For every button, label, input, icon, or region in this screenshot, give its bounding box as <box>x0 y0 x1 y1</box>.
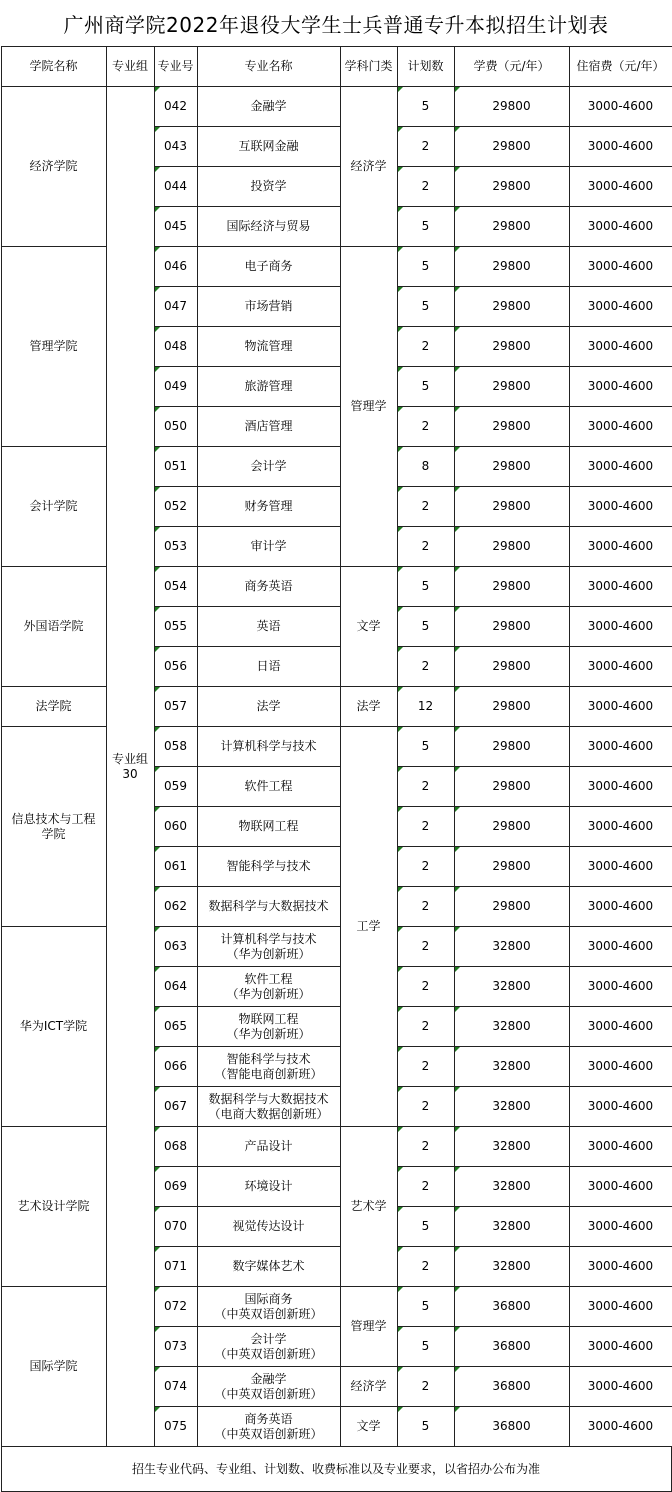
discipline: 文学 <box>340 1407 397 1447</box>
lodging-fee: 3000-4600 <box>569 327 672 367</box>
major-name-main: 物联网工程 <box>238 819 299 833</box>
tuition-fee: 36800 <box>454 1327 569 1367</box>
plan-count: 2 <box>397 1367 454 1407</box>
lodging-fee: 3000-4600 <box>569 1127 672 1167</box>
major-name <box>197 447 340 487</box>
tuition-fee: 32800 <box>454 1127 569 1167</box>
plan-count: 5 <box>397 287 454 327</box>
header-row <box>1 47 672 87</box>
major-name-main: 软件工程 <box>244 971 293 986</box>
major-name <box>197 287 340 327</box>
table-row <box>1 87 672 127</box>
tuition-fee: 29800 <box>454 767 569 807</box>
major-name-main: 互联网金融 <box>238 139 299 153</box>
major-name-class: （中英双语创新班） <box>214 1386 323 1401</box>
major-name <box>197 1367 340 1407</box>
plan-count: 2 <box>397 767 454 807</box>
major-code: 050 <box>154 407 197 447</box>
header-plan: 计划数 <box>397 47 454 87</box>
lodging-fee: 3000-4600 <box>569 887 672 927</box>
major-code: 043 <box>154 127 197 167</box>
lodging-fee: 3000-4600 <box>569 1007 672 1047</box>
major-name <box>197 807 340 847</box>
major-name <box>197 1007 340 1047</box>
lodging-fee: 3000-4600 <box>569 1047 672 1087</box>
major-name <box>197 487 340 527</box>
college-name: 信息技术与工程学院 <box>1 727 106 927</box>
tuition-fee: 36800 <box>454 1367 569 1407</box>
plan-count: 2 <box>397 807 454 847</box>
major-code: 046 <box>154 247 197 287</box>
major-name-main: 环境设计 <box>244 1179 293 1193</box>
major-name <box>197 367 340 407</box>
major-name <box>197 607 340 647</box>
major-name <box>197 1127 340 1167</box>
major-name-main: 投资学 <box>250 179 287 193</box>
major-code: 074 <box>154 1367 197 1407</box>
major-name <box>197 1047 340 1087</box>
tuition-fee: 32800 <box>454 1207 569 1247</box>
major-name-main: 财务管理 <box>244 499 293 513</box>
footer-note: 招生专业代码、专业组、计划数、收费标准以及专业要求，以省招办公布为准 <box>1 1447 672 1492</box>
plan-count: 5 <box>397 1207 454 1247</box>
major-name <box>197 1207 340 1247</box>
plan-count: 12 <box>397 687 454 727</box>
tuition-fee: 29800 <box>454 887 569 927</box>
tuition-fee: 29800 <box>454 647 569 687</box>
major-name-main: 国际经济与贸易 <box>226 219 311 233</box>
major-code: 044 <box>154 167 197 207</box>
tuition-fee: 29800 <box>454 207 569 247</box>
lodging-fee: 3000-4600 <box>569 127 672 167</box>
tuition-fee: 32800 <box>454 967 569 1007</box>
major-group-number: 30 <box>122 766 138 781</box>
major-name-main: 商务英语 <box>244 579 293 593</box>
plan-count: 5 <box>397 87 454 127</box>
college-name: 外国语学院 <box>1 567 106 687</box>
plan-count: 5 <box>397 367 454 407</box>
major-name-main: 物流管理 <box>244 339 293 353</box>
major-name-main: 数据科学与大数据技术 <box>208 1091 329 1106</box>
lodging-fee: 3000-4600 <box>569 967 672 1007</box>
discipline: 法学 <box>340 687 397 727</box>
major-code: 061 <box>154 847 197 887</box>
table-row <box>1 567 672 607</box>
major-code: 063 <box>154 927 197 967</box>
major-name <box>197 647 340 687</box>
lodging-fee: 3000-4600 <box>569 287 672 327</box>
major-name <box>197 687 340 727</box>
major-name-class: （华为创新班） <box>226 946 311 961</box>
plan-count: 2 <box>397 487 454 527</box>
major-code: 060 <box>154 807 197 847</box>
college-name: 法学院 <box>1 687 106 727</box>
major-name <box>197 767 340 807</box>
major-name <box>197 927 340 967</box>
major-name <box>197 167 340 207</box>
major-name-class: （中英双语创新班） <box>214 1426 323 1441</box>
major-code: 049 <box>154 367 197 407</box>
lodging-fee: 3000-4600 <box>569 767 672 807</box>
header-lodging: 住宿费（元/年） <box>569 47 672 87</box>
plan-count: 5 <box>397 567 454 607</box>
tuition-fee: 32800 <box>454 1007 569 1047</box>
plan-count: 8 <box>397 447 454 487</box>
table-row <box>1 927 672 967</box>
major-code: 055 <box>154 607 197 647</box>
tuition-fee: 29800 <box>454 247 569 287</box>
plan-count: 5 <box>397 727 454 767</box>
lodging-fee: 3000-4600 <box>569 1367 672 1407</box>
lodging-fee: 3000-4600 <box>569 847 672 887</box>
major-name-class: （电商大数据创新班） <box>208 1106 329 1121</box>
tuition-fee: 36800 <box>454 1407 569 1447</box>
major-name <box>197 207 340 247</box>
major-code: 054 <box>154 567 197 607</box>
tuition-fee: 29800 <box>454 447 569 487</box>
major-code: 070 <box>154 1207 197 1247</box>
major-code: 052 <box>154 487 197 527</box>
table-row <box>1 727 672 767</box>
plan-count: 2 <box>397 167 454 207</box>
major-name-main: 产品设计 <box>244 1139 293 1153</box>
plan-count: 2 <box>397 407 454 447</box>
lodging-fee: 3000-4600 <box>569 1087 672 1127</box>
lodging-fee: 3000-4600 <box>569 647 672 687</box>
header-college: 学院名称 <box>1 47 106 87</box>
header-major: 专业名称 <box>197 47 340 87</box>
major-name <box>197 967 340 1007</box>
major-name-main: 物联网工程 <box>238 1011 299 1026</box>
major-code: 064 <box>154 967 197 1007</box>
tuition-fee: 29800 <box>454 727 569 767</box>
plan-count: 2 <box>397 887 454 927</box>
major-name-main: 国际商务 <box>244 1291 293 1306</box>
major-code: 057 <box>154 687 197 727</box>
major-name <box>197 1407 340 1447</box>
major-name-main: 法学 <box>256 699 281 713</box>
table-row <box>1 1287 672 1327</box>
lodging-fee: 3000-4600 <box>569 567 672 607</box>
major-name-main: 软件工程 <box>244 779 293 793</box>
major-name-main: 会计学 <box>250 1331 287 1346</box>
lodging-fee: 3000-4600 <box>569 247 672 287</box>
major-code: 053 <box>154 527 197 567</box>
major-code: 056 <box>154 647 197 687</box>
plan-count: 2 <box>397 327 454 367</box>
plan-count: 5 <box>397 607 454 647</box>
lodging-fee: 3000-4600 <box>569 1207 672 1247</box>
major-name-main: 智能科学与技术 <box>226 859 311 873</box>
plan-count: 2 <box>397 967 454 1007</box>
tuition-fee: 32800 <box>454 1047 569 1087</box>
major-name-main: 数字媒体艺术 <box>232 1259 305 1273</box>
college-name: 管理学院 <box>1 247 106 447</box>
plan-count: 2 <box>397 927 454 967</box>
major-name-main: 旅游管理 <box>244 379 293 393</box>
table-row <box>1 447 672 487</box>
major-name-class: （中英双语创新班） <box>214 1306 323 1321</box>
plan-count: 2 <box>397 1167 454 1207</box>
plan-count: 5 <box>397 1327 454 1367</box>
plan-count: 2 <box>397 1127 454 1167</box>
major-code: 045 <box>154 207 197 247</box>
major-name <box>197 87 340 127</box>
header-discipline: 学科门类 <box>340 47 397 87</box>
lodging-fee: 3000-4600 <box>569 1247 672 1287</box>
major-code: 068 <box>154 1127 197 1167</box>
major-name <box>197 727 340 767</box>
lodging-fee: 3000-4600 <box>569 87 672 127</box>
major-name-main: 酒店管理 <box>244 419 293 433</box>
plan-count: 5 <box>397 1287 454 1327</box>
page-title: 广州商学院2022年退役大学生士兵普通专升本拟招生计划表 <box>63 13 609 37</box>
plan-count: 5 <box>397 207 454 247</box>
major-name-class: （华为创新班） <box>226 1026 311 1041</box>
tuition-fee: 29800 <box>454 687 569 727</box>
plan-count: 2 <box>397 1007 454 1047</box>
tuition-fee: 29800 <box>454 327 569 367</box>
tuition-fee: 29800 <box>454 567 569 607</box>
major-name-main: 日语 <box>256 659 281 673</box>
lodging-fee: 3000-4600 <box>569 487 672 527</box>
major-code: 075 <box>154 1407 197 1447</box>
major-code: 051 <box>154 447 197 487</box>
major-name-main: 金融学 <box>250 99 287 113</box>
table-row <box>1 687 672 727</box>
college-name: 国际学院 <box>1 1287 106 1447</box>
major-name-main: 电子商务 <box>244 259 293 273</box>
discipline: 文学 <box>340 567 397 687</box>
major-code: 048 <box>154 327 197 367</box>
major-name-class: （智能电商创新班） <box>214 1066 323 1081</box>
major-code: 072 <box>154 1287 197 1327</box>
tuition-fee: 29800 <box>454 127 569 167</box>
tuition-fee: 32800 <box>454 927 569 967</box>
major-name-class: （华为创新班） <box>226 986 311 1001</box>
lodging-fee: 3000-4600 <box>569 807 672 847</box>
plan-count: 2 <box>397 647 454 687</box>
lodging-fee: 3000-4600 <box>569 167 672 207</box>
discipline: 管理学 <box>340 247 397 567</box>
lodging-fee: 3000-4600 <box>569 367 672 407</box>
lodging-fee: 3000-4600 <box>569 1407 672 1447</box>
discipline: 管理学 <box>340 1287 397 1367</box>
lodging-fee: 3000-4600 <box>569 527 672 567</box>
major-group-label: 专业组 <box>111 751 148 766</box>
college-name: 华为ICT学院 <box>1 927 106 1127</box>
enrollment-plan-table <box>1 46 672 1447</box>
major-name-main: 计算机科学与技术 <box>220 739 317 753</box>
major-name-main: 金融学 <box>250 1371 287 1386</box>
discipline: 工学 <box>340 727 397 1127</box>
tuition-fee: 29800 <box>454 807 569 847</box>
tuition-fee: 32800 <box>454 1087 569 1127</box>
major-code: 058 <box>154 727 197 767</box>
major-name-main: 审计学 <box>250 539 287 553</box>
major-name <box>197 887 340 927</box>
major-name-main: 会计学 <box>250 459 287 473</box>
major-name <box>197 847 340 887</box>
lodging-fee: 3000-4600 <box>569 727 672 767</box>
college-name: 艺术设计学院 <box>1 1127 106 1287</box>
major-name <box>197 567 340 607</box>
tuition-fee: 29800 <box>454 367 569 407</box>
table-row <box>1 1127 672 1167</box>
major-code: 042 <box>154 87 197 127</box>
major-name <box>197 407 340 447</box>
table-row <box>1 247 672 287</box>
lodging-fee: 3000-4600 <box>569 927 672 967</box>
plan-count: 2 <box>397 527 454 567</box>
lodging-fee: 3000-4600 <box>569 1327 672 1367</box>
college-name: 会计学院 <box>1 447 106 567</box>
tuition-fee: 29800 <box>454 847 569 887</box>
header-code: 专业号 <box>154 47 197 87</box>
major-group-cell <box>106 87 154 1447</box>
major-name-main: 计算机科学与技术 <box>220 931 317 946</box>
lodging-fee: 3000-4600 <box>569 447 672 487</box>
major-name-main: 视觉传达设计 <box>232 1219 305 1233</box>
plan-count: 2 <box>397 1087 454 1127</box>
header-group: 专业组 <box>106 47 154 87</box>
major-name-main: 商务英语 <box>244 1411 293 1426</box>
tuition-fee: 29800 <box>454 287 569 327</box>
major-name-main: 市场营销 <box>244 299 293 313</box>
discipline: 经济学 <box>340 1367 397 1407</box>
major-name <box>197 327 340 367</box>
tuition-fee: 32800 <box>454 1247 569 1287</box>
major-code: 073 <box>154 1327 197 1367</box>
tuition-fee: 32800 <box>454 1167 569 1207</box>
lodging-fee: 3000-4600 <box>569 607 672 647</box>
major-name <box>197 1087 340 1127</box>
major-code: 062 <box>154 887 197 927</box>
lodging-fee: 3000-4600 <box>569 1167 672 1207</box>
lodging-fee: 3000-4600 <box>569 687 672 727</box>
major-code: 071 <box>154 1247 197 1287</box>
major-name <box>197 1287 340 1327</box>
major-name <box>197 1327 340 1367</box>
tuition-fee: 29800 <box>454 167 569 207</box>
major-name <box>197 1247 340 1287</box>
major-code: 059 <box>154 767 197 807</box>
tuition-fee: 29800 <box>454 487 569 527</box>
plan-count: 5 <box>397 1407 454 1447</box>
major-name <box>197 127 340 167</box>
major-name <box>197 1167 340 1207</box>
discipline: 艺术学 <box>340 1127 397 1287</box>
major-code: 065 <box>154 1007 197 1047</box>
tuition-fee: 36800 <box>454 1287 569 1327</box>
plan-count: 2 <box>397 1247 454 1287</box>
lodging-fee: 3000-4600 <box>569 1287 672 1327</box>
plan-count: 2 <box>397 1047 454 1087</box>
major-name-main: 智能科学与技术 <box>226 1051 311 1066</box>
tuition-fee: 29800 <box>454 607 569 647</box>
major-code: 066 <box>154 1047 197 1087</box>
plan-count: 5 <box>397 247 454 287</box>
major-name <box>197 527 340 567</box>
major-code: 069 <box>154 1167 197 1207</box>
major-code: 067 <box>154 1087 197 1127</box>
college-name: 经济学院 <box>1 87 106 247</box>
major-code: 047 <box>154 287 197 327</box>
plan-count: 2 <box>397 127 454 167</box>
plan-count: 2 <box>397 847 454 887</box>
lodging-fee: 3000-4600 <box>569 407 672 447</box>
header-tuition: 学费（元/年） <box>454 47 569 87</box>
major-name-class: （中英双语创新班） <box>214 1346 323 1361</box>
tuition-fee: 29800 <box>454 87 569 127</box>
lodging-fee: 3000-4600 <box>569 207 672 247</box>
tuition-fee: 29800 <box>454 527 569 567</box>
discipline: 经济学 <box>340 87 397 247</box>
major-name-main: 数据科学与大数据技术 <box>208 899 329 913</box>
major-name-main: 英语 <box>256 619 281 633</box>
tuition-fee: 29800 <box>454 407 569 447</box>
major-name <box>197 247 340 287</box>
